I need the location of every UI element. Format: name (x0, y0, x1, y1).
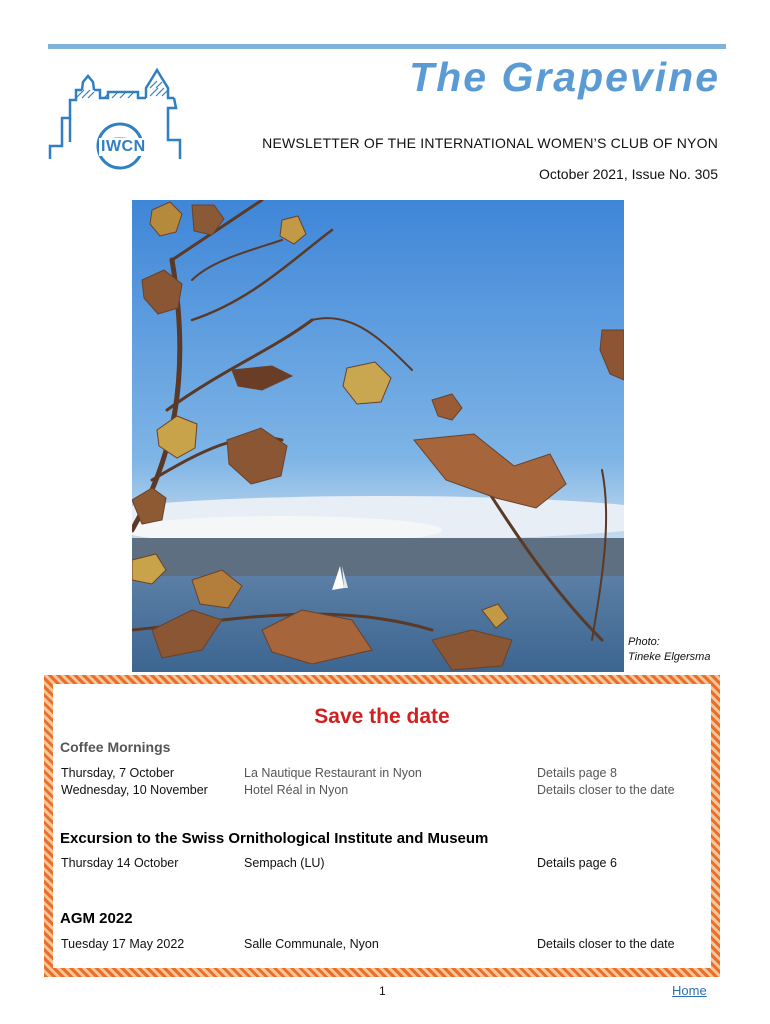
header-rule (48, 44, 726, 49)
event-place: Salle Communale, Nyon (244, 937, 379, 951)
section-heading: Excursion to the Swiss Ornithological Institute and Museum (60, 830, 489, 847)
lake-leaves-photo (132, 200, 624, 672)
event-date: Thursday 14 October (61, 856, 179, 870)
newsletter-title: The Grapevine (409, 54, 720, 100)
event-details: Details closer to the date (537, 783, 675, 797)
event-place: La Nautique Restaurant in Nyon (244, 766, 422, 780)
cover-photo (132, 200, 624, 672)
logo-text: IWCN (101, 138, 146, 155)
save-the-date-content (53, 684, 711, 968)
photo-credit-name: Tineke Elgersma (628, 651, 711, 663)
newsletter-subtitle: NEWSLETTER OF THE INTERNATIONAL WOMEN’S CLUB OF NYON (262, 135, 718, 151)
save-the-date-box (44, 675, 720, 977)
save-the-date-title: Save the date (314, 705, 450, 728)
photo-credit (628, 635, 710, 665)
section-heading: AGM 2022 (60, 910, 133, 927)
section-heading: Coffee Mornings (60, 739, 171, 755)
page-number: 1 (379, 984, 386, 998)
event-date: Wednesday, 10 November (61, 783, 208, 797)
event-date: Tuesday 17 May 2022 (61, 937, 185, 951)
home-link[interactable]: Home (672, 983, 707, 998)
event-place: Sempach (LU) (244, 856, 325, 870)
event-place: Hotel Réal in Nyon (244, 783, 349, 797)
event-details: Details page 6 (537, 856, 617, 870)
event-details: Details page 8 (537, 766, 617, 780)
issue-info: October 2021, Issue No. 305 (539, 166, 718, 182)
event-details: Details closer to the date (537, 937, 675, 951)
event-date: Thursday, 7 October (61, 766, 175, 780)
photo-credit-label: Photo: (628, 636, 660, 648)
iwcn-logo (46, 62, 196, 172)
